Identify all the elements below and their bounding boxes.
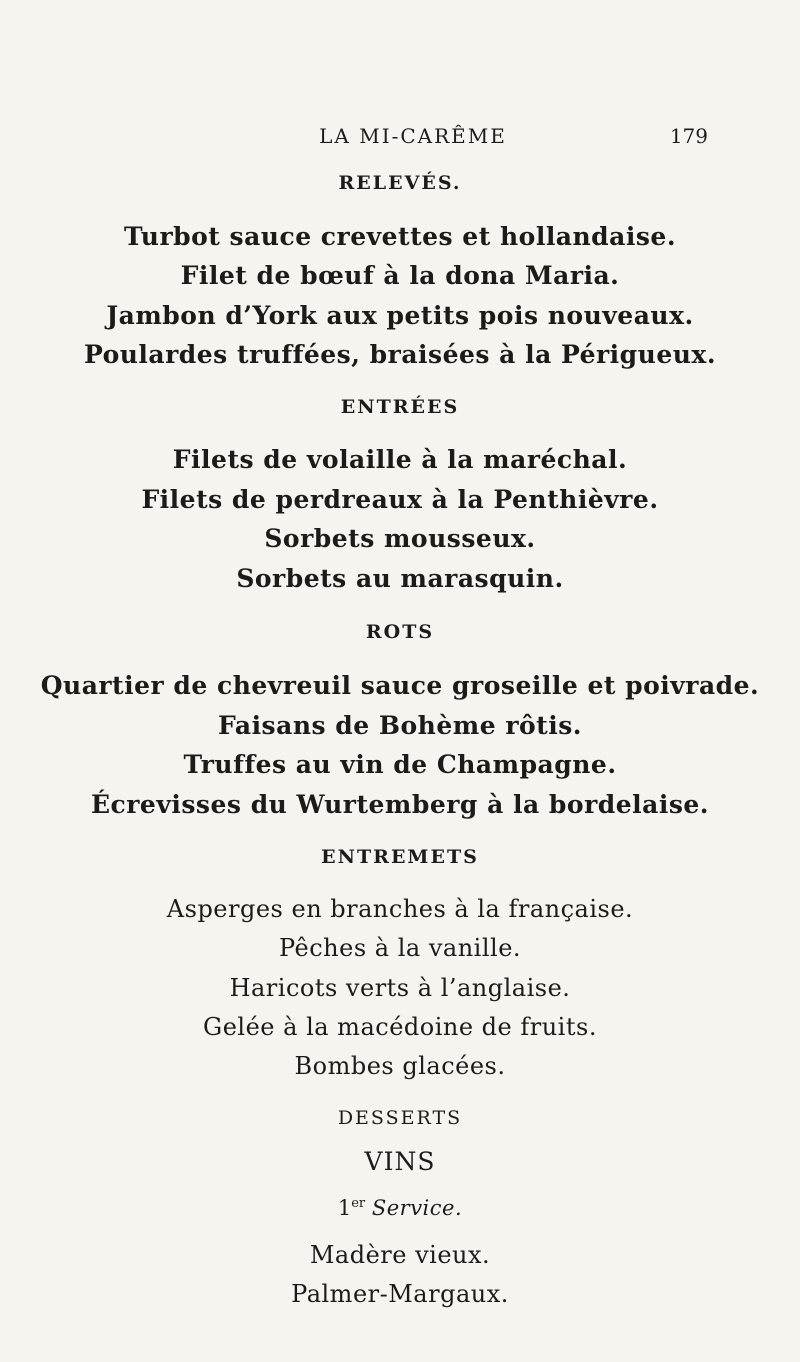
running-head	[118, 118, 708, 152]
section-heading-desserts: DESSERTS	[337, 1107, 463, 1129]
service-number: 1	[337, 1196, 352, 1220]
wine-item: Palmer-Margaux.	[291, 1280, 509, 1308]
menu-item: Asperges en branches à la française.	[166, 895, 634, 923]
menu-item: Quartier de chevreuil sauce groseille et poivrade.	[40, 671, 760, 700]
menu-item: Faisans de Bohème rôtis.	[217, 711, 582, 740]
service-label: Service.	[371, 1196, 463, 1220]
menu-item: Jambon d’York aux petits pois nouveaux.	[106, 301, 694, 330]
section-heading-entremets: ENTREMETS	[321, 846, 479, 868]
section-heading-rots: ROTS	[365, 621, 435, 643]
section-heading-entrees: ENTRÉES	[340, 396, 460, 418]
wine-item: Madère vieux.	[309, 1241, 491, 1269]
menu-item: Haricots verts à l’anglaise.	[229, 974, 571, 1002]
menu-item: Écrevisses du Wurtemberg à la bordelaise.	[90, 790, 710, 819]
menu-item: Filets de perdreaux à la Penthièvre.	[141, 485, 659, 514]
menu-item: Bombes glacées.	[294, 1052, 506, 1080]
page-number: 179	[669, 124, 708, 148]
section-heading-releves: RELEVÉS.	[338, 172, 462, 194]
menu-item: Poulardes truffées, braisées à la Périgueux.	[83, 340, 717, 369]
menu-item: Truffes au vin de Champagne.	[183, 750, 617, 779]
section-heading-vins: VINS	[364, 1147, 436, 1176]
menu-item: Pêches à la vanille.	[278, 934, 522, 962]
service-heading	[0, 1196, 800, 1220]
menu-item: Sorbets mousseux.	[264, 524, 536, 553]
menu-item: Filet de bœuf à la dona Maria.	[180, 261, 620, 290]
menu-item: Sorbets au marasquin.	[236, 564, 564, 593]
menu-item: Turbot sauce crevettes et hollandaise.	[123, 222, 677, 251]
running-title: LA MI-CARÊME	[319, 124, 507, 148]
menu-item: Gelée à la macédoine de fruits.	[203, 1013, 597, 1041]
menu-item: Filets de volaille à la maréchal.	[172, 445, 628, 474]
service-suffix: er	[351, 1196, 366, 1211]
